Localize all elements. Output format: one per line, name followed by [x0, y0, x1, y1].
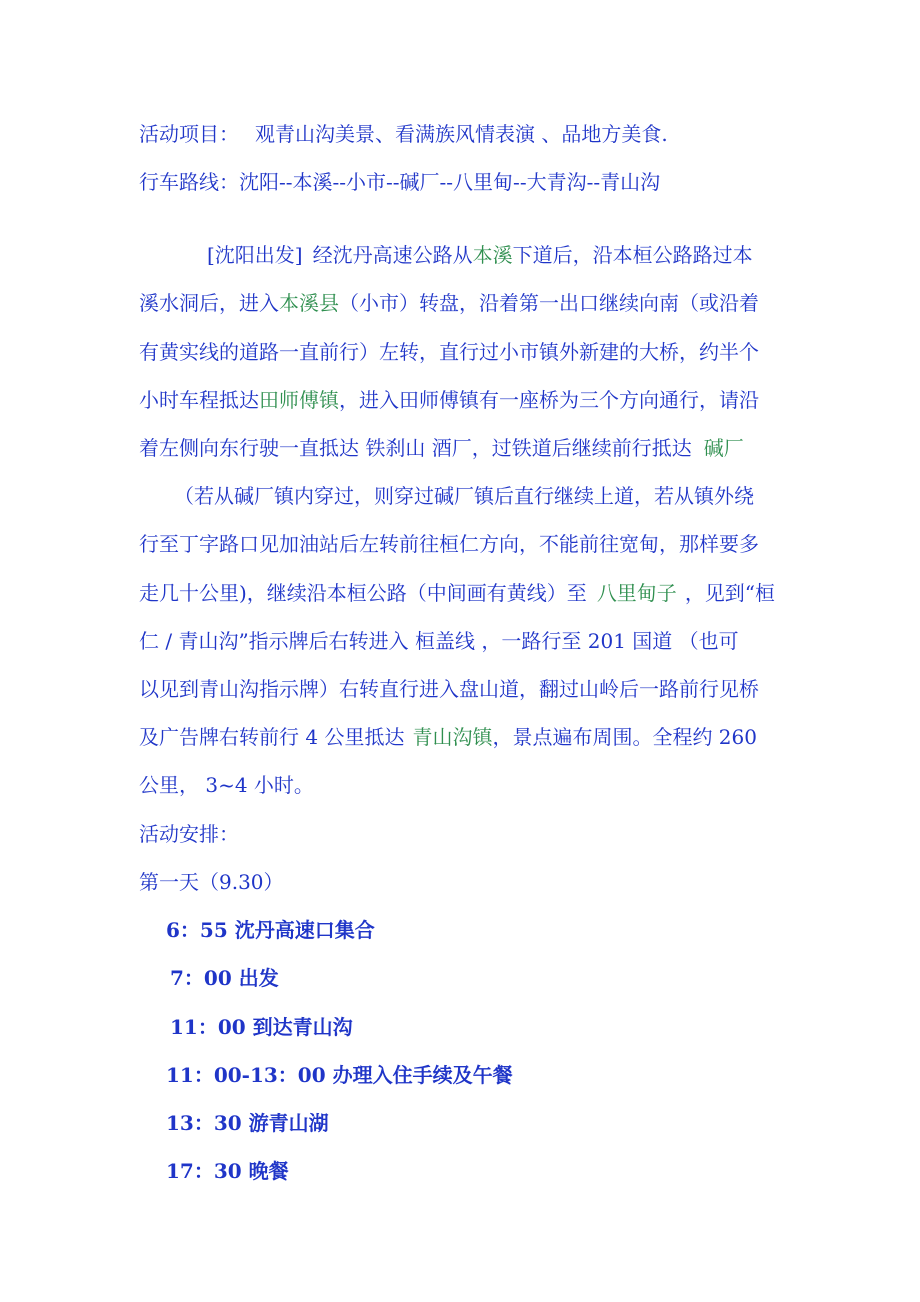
schedule-item-text: 11：00 到达青山沟 — [170, 1015, 353, 1039]
day1-heading — [139, 868, 284, 896]
route-line — [139, 168, 660, 196]
schedule-item-5 — [166, 1109, 329, 1137]
benxi-county-highlight: 本溪县 — [279, 291, 339, 315]
paragraph-line-10 — [139, 675, 759, 703]
line6-text: （若从碱厂镇内穿过，则穿过碱厂镇后直行继续上道，若从镇外绕 — [174, 484, 754, 508]
paragraph-line-8 — [139, 579, 775, 607]
schedule-item-text: 7：00 出发 — [170, 966, 279, 990]
line8-text-b: ，见到“桓 — [684, 581, 776, 605]
benxi-highlight: 本溪 — [472, 243, 513, 267]
schedule-item-text: 13：30 游青山湖 — [166, 1111, 329, 1135]
line2-text-a: 溪水洞后，进入 — [139, 291, 279, 315]
jianchang-highlight: 碱厂 — [703, 436, 744, 460]
line4-text-a: 小时车程抵达 — [139, 388, 259, 412]
schedule-item-3 — [170, 1013, 353, 1041]
line5-text: 着左侧向东行驶一直抵达 铁刹山 酒厂，过铁道后继续前行抵达 — [139, 436, 692, 460]
activity-items-text: 观青山沟美景、看满族风情表演 、品地方美食. — [255, 122, 668, 146]
schedule-item-2 — [170, 964, 279, 992]
paragraph-line-11 — [139, 723, 757, 751]
paragraph-line-9 — [139, 627, 739, 655]
start-tag: [沈阳出发] — [207, 243, 303, 267]
line12-text: 公里， 3~4 小时。 — [139, 773, 314, 797]
line7-text: 行至丁字路口见加油站后左转前往桓仁方向，不能前往宽甸，那样要多 — [139, 532, 759, 556]
paragraph-line-4 — [139, 386, 759, 414]
schedule-item-1 — [166, 916, 375, 944]
paragraph-line-1 — [207, 241, 753, 269]
paragraph-line-5 — [139, 434, 744, 462]
activity-items-label: 活动项目： — [139, 122, 239, 146]
schedule-item-text: 6：55 沈丹高速口集合 — [166, 918, 375, 942]
tianshifu-highlight: 田师傅镇 — [259, 388, 339, 412]
line2-text-b: （小市）转盘，沿着第一出口继续向南（或沿着 — [339, 291, 759, 315]
line4-text-b: ，进入田师傅镇有一座桥为三个方向通行，请沿 — [339, 388, 759, 412]
schedule-title-text: 活动安排： — [139, 822, 239, 846]
balidianzi-highlight: 八里甸子 — [596, 581, 677, 605]
schedule-item-4 — [166, 1061, 513, 1089]
schedule-item-6 — [166, 1157, 289, 1185]
schedule-title — [139, 820, 239, 848]
line3-text: 有黄实线的道路一直前行）左转，直行过小市镇外新建的大桥，约半个 — [139, 340, 759, 364]
paragraph-line-7 — [139, 530, 759, 558]
paragraph-line-2 — [139, 289, 759, 317]
line10-text: 以见到青山沟指示牌）右转直行进入盘山道，翻过山岭后一路前行见桥 — [139, 677, 759, 701]
paragraph-line-12 — [139, 771, 314, 799]
qingshangou-town-highlight: 青山沟镇 — [412, 725, 493, 749]
route-label: 行车路线： — [139, 170, 239, 194]
day1-heading-text: 第一天（9.30） — [139, 870, 284, 894]
paragraph-line-3 — [139, 338, 759, 366]
line1-text-a: 经沈丹高速公路从 — [312, 243, 473, 267]
route-text: 沈阳--本溪--小市--碱厂--八里甸--大青沟--青山沟 — [239, 170, 661, 194]
line11-text-a: 及广告牌右转前行 4 公里抵达 — [139, 725, 405, 749]
line11-text-b: ，景点遍布周围。全程约 260 — [492, 725, 757, 749]
line8-text-a: 走几十公里)，继续沿本桓公路（中间画有黄线）至 — [139, 581, 587, 605]
line1-text-b: 下道后，沿本桓公路路过本 — [512, 243, 753, 267]
paragraph-line-6 — [174, 482, 754, 510]
schedule-item-text: 17：30 晚餐 — [166, 1159, 289, 1183]
schedule-item-text: 11：00-13：00 办理入住手续及午餐 — [166, 1063, 513, 1087]
activity-items-line — [139, 120, 668, 148]
line9-text: 仁 / 青山沟”指示牌后右转进入 桓盖线 ，一路行至 201 国道 （也可 — [139, 629, 739, 653]
